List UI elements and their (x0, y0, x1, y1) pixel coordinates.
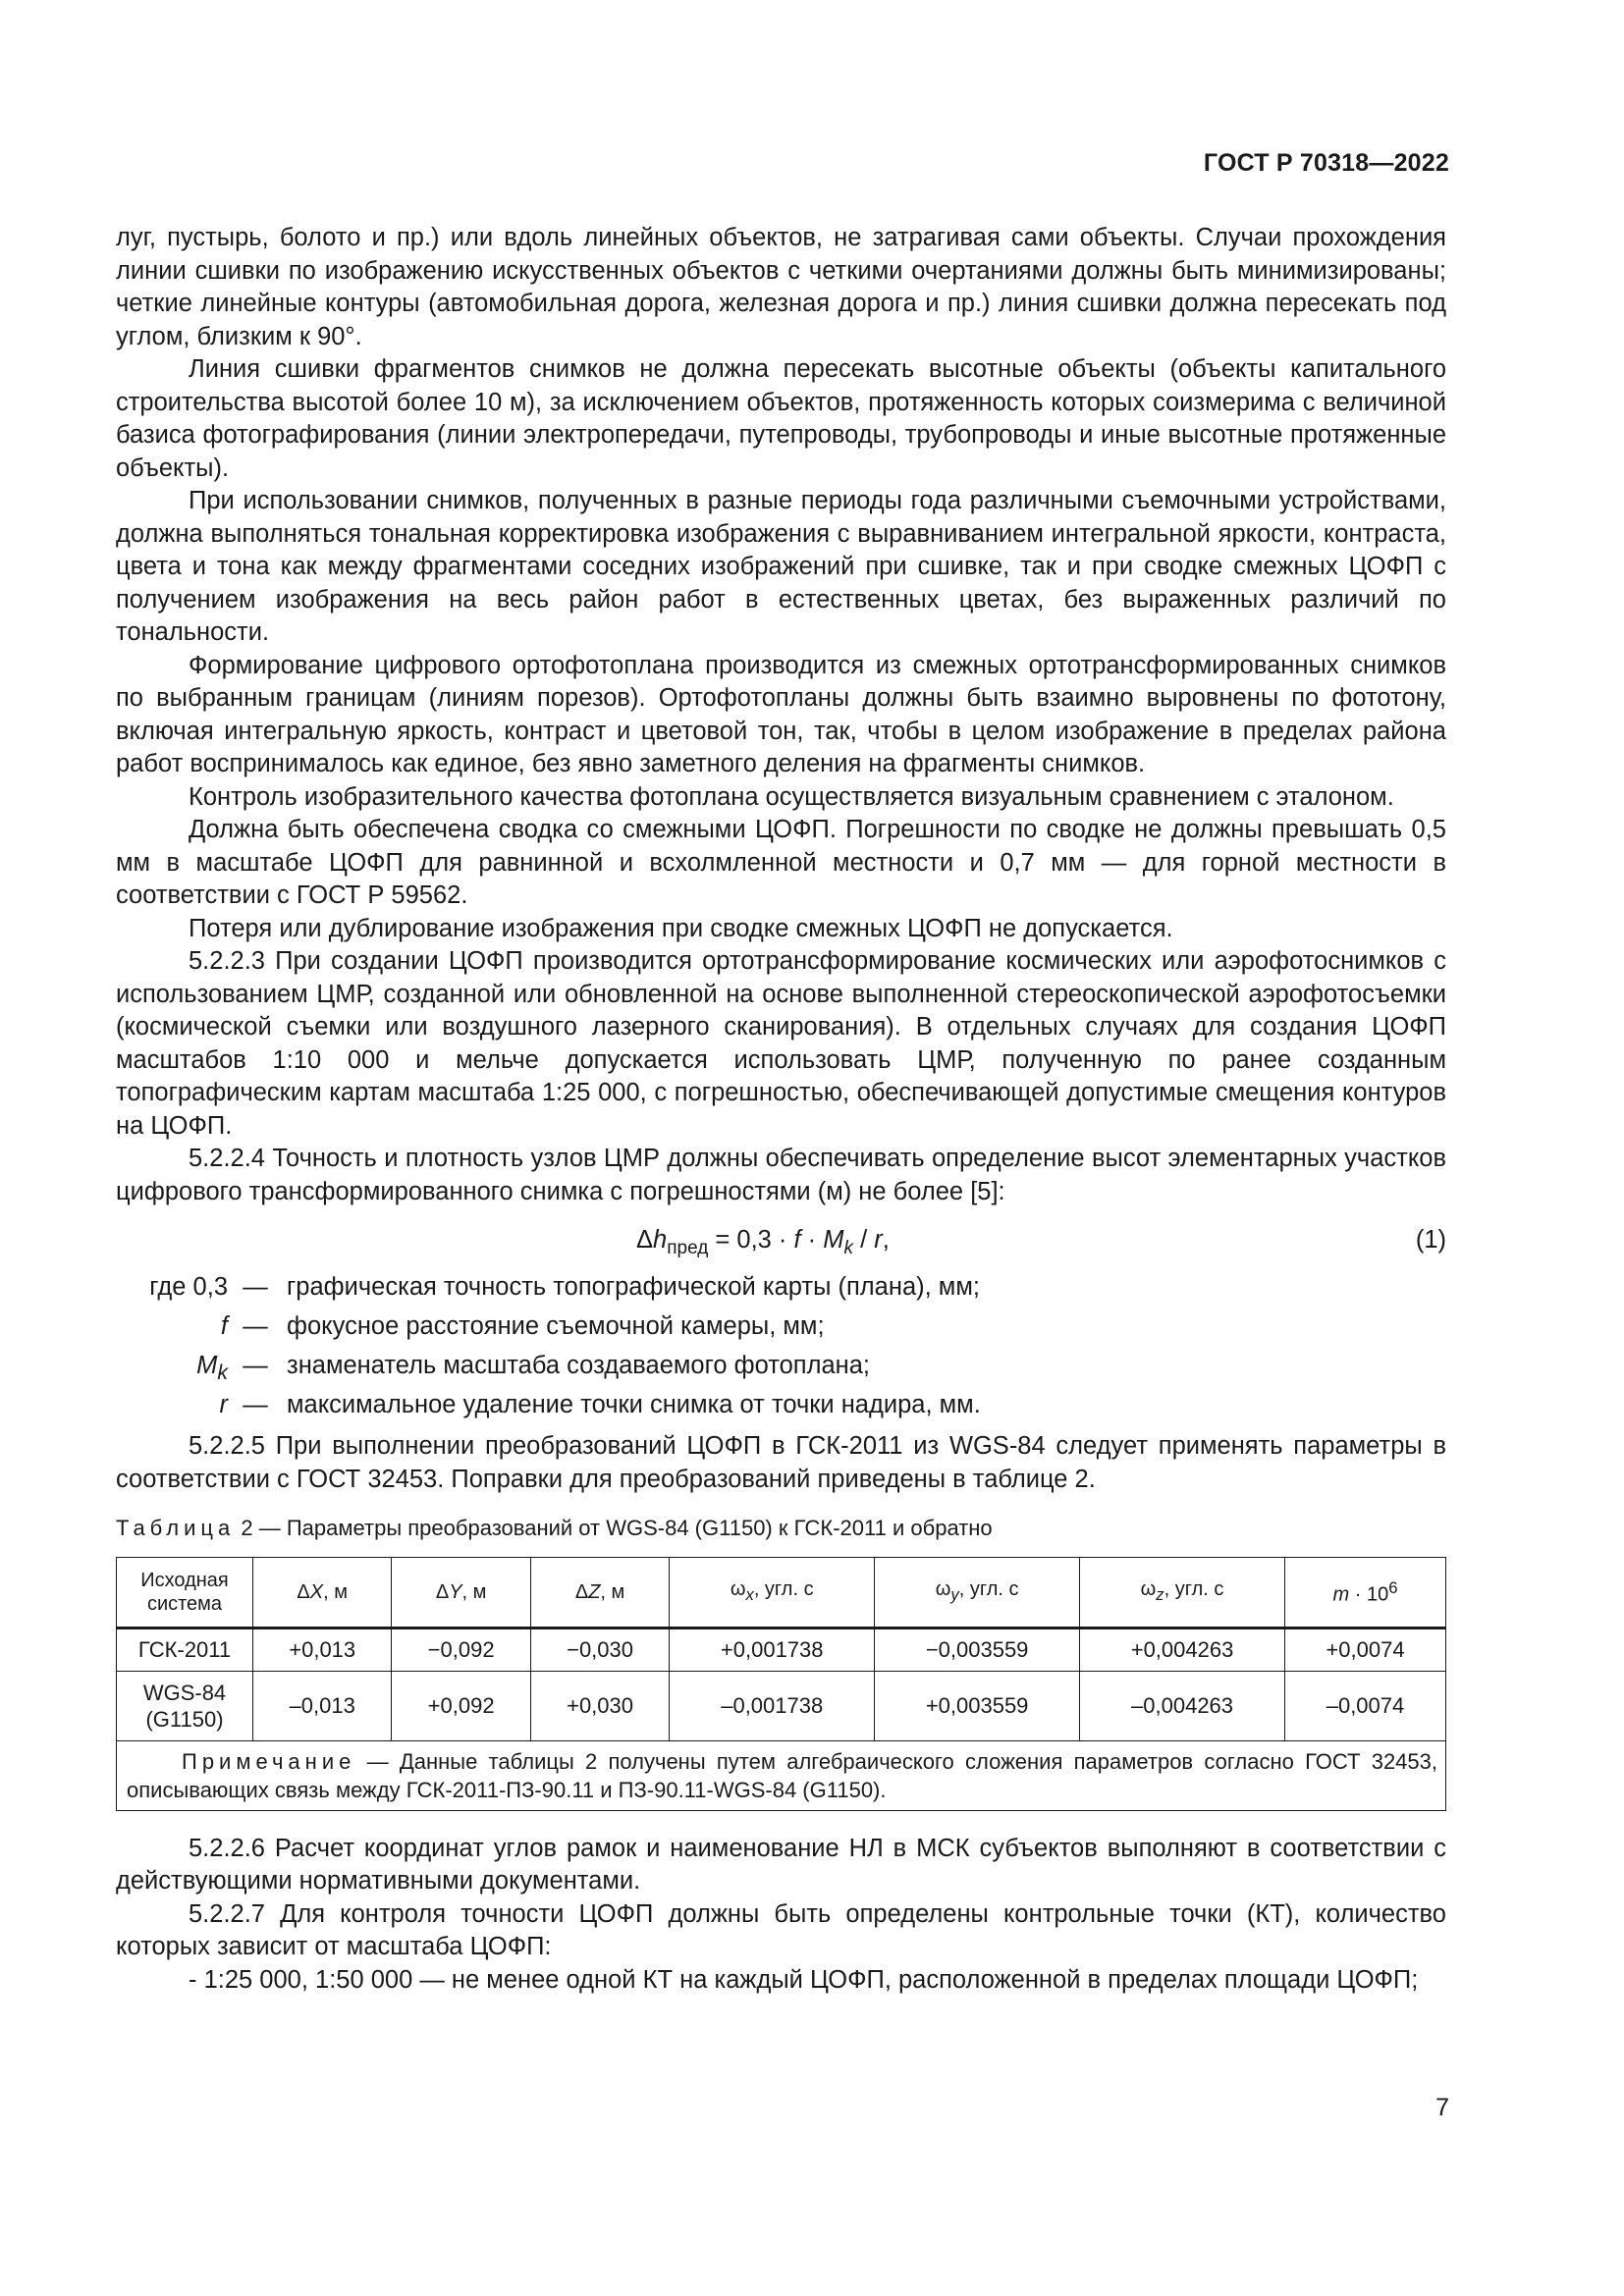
table-caption: Таблица 2 — Параметры преобразований от WGS-84 (G1150) к ГСК-2011 и обратно (116, 1516, 993, 1540)
page-number: 7 (1435, 2094, 1449, 2121)
paragraph-5-2-2-5: 5.2.2.5 При выполнении преобразований ЦОФП в ГСК-2011 из WGS-84 следует применять параметры в соответствии с ГОСТ 32453. Поправки для преобразований приведены в таблице 2. (116, 1432, 1446, 1493)
parameters-table (116, 1557, 1446, 1811)
table-cell: +0,004263 (1080, 1628, 1285, 1671)
document-header: ГОСТ Р 70318—2022 (1203, 149, 1449, 177)
definition-dash: — (243, 1352, 268, 1379)
definition-dash: — (243, 1312, 268, 1340)
table-cell: –0,013 (253, 1671, 392, 1740)
paragraph: При использовании снимков, полученных в разные периоды года различными съемочными устройствами, должна выполняться тональная корректировка изображения с выравниванием интегральной яркости, контраста, цвета и тона как между фрагментами соседних изображений при сшивке, так и при сводке смежных ЦОФП с получением изображения на весь район работ в естественных цветах, без выраженных различий по тональности. (116, 487, 1446, 646)
definition-row (116, 1350, 1446, 1389)
table-cell: ГСК-2011 (117, 1628, 253, 1671)
paragraph: Потеря или дублирование изображения при сводке смежных ЦОФП не допускается. (189, 914, 1173, 942)
formula-expression: $\Delta h_{пред} = 0,3 \cdot f \cdot M_k / r$, (636, 1226, 890, 1259)
paragraph-5-2-2-3: 5.2.2.3 При создании ЦОФП производится ортотрансформирование космических или аэрофотоснимков с использованием ЦМР, созданной или обновленной на основе выполненной стереоскопической аэрофотосъемки (космической съемки или воздушного лазерного сканирования). В отдельных случаях для создания ЦОФП масштабов 1:10 000 и мельче допускается использовать ЦМР, полученную по ранее созданным топографическим картам масштаба 1:25 000, с погрешностью, обеспечивающей допустимые смещения контуров на ЦОФП. (116, 947, 1446, 1140)
definition-text: максимальное удаление точки снимка от точки надира, мм. (287, 1391, 981, 1418)
definition-row (116, 1310, 1446, 1350)
table-cell: –0,004263 (1080, 1671, 1285, 1740)
table-cell: +0,030 (530, 1671, 669, 1740)
table-header-row (117, 1557, 1446, 1628)
table-cell: –0,0074 (1284, 1671, 1445, 1740)
table-cell: –0,001738 (670, 1671, 875, 1740)
paragraph: Формирование цифрового ортофотоплана производится из смежных ортотрансформированных снимков по выбранным границам (линиям порезов). Ортофотопланы должны быть взаимно выровнены по фототону, включая интегральную яркость, контраст и цветовой тон, так, чтобы в целом изображение в пределах района работ воспринималось как единое, без явно заметного деления на фрагменты снимков. (116, 651, 1446, 777)
paragraph: Линия сшивки фрагментов снимков не должна пересекать высотные объекты (объекты капитального строительства высотой более 10 м), за исключением объектов, протяженность которых соизмерима с величиной базиса фотографирования (линии электропередачи, путепроводы, трубопроводы и иные высотные протяженные объекты). (116, 355, 1446, 482)
definition-row (116, 1271, 1446, 1310)
table-cell: +0,013 (253, 1628, 392, 1671)
formula-number: (1) (1415, 1226, 1446, 1254)
table-note: Примечание — Данные таблицы 2 получены путем алгебраического сложения параметров согласно ГОСТ 32453, описывающих связь между ГСК-2011-ПЗ-90.11 и ПЗ-90.11-WGS-84 (G1150). (117, 1740, 1446, 1810)
definition-text: знаменатель масштаба создаваемого фотоплана; (287, 1352, 870, 1379)
definition-text: графическая точность топографической карты (плана), мм; (287, 1273, 980, 1301)
header-dz: ΔZ, м (530, 1557, 669, 1628)
definition-symbol: где 0,3 (149, 1273, 228, 1301)
document-body (116, 222, 1446, 1997)
paragraph: луг, пустырь, болото и пр.) или вдоль линейных объектов, не затрагивая сами объекты. Случаи прохождения линии сшивки по изображению искусственных объектов с четкими очертаниями должны быть минимизированы; четкие линейные контуры (автомобильная дорога, железная дорога и пр.) линия сшивки должна пересекать под углом, близким к 90°. (116, 224, 1446, 350)
table-cell: +0,003559 (875, 1671, 1080, 1740)
paragraph: Должна быть обеспечена сводка со смежными ЦОФП. Погрешности по сводке не должны превышать 0,5 мм в масштабе ЦОФП для равнинной и всхолмленной местности и 0,7 мм — для горной местности в соответствии с ГОСТ Р 59562. (116, 816, 1446, 909)
list-item: - 1:25 000, 1:50 000 — не менее одной КТ на каждый ЦОФП, расположенной в пределах площади ЦОФП; (189, 1965, 1419, 1994)
formula-definitions (116, 1271, 1446, 1428)
header-source-system: Исходная система (117, 1557, 253, 1628)
definition-symbol: r (219, 1391, 228, 1418)
header-omega-y: $\omega_y$, угл. с (875, 1557, 1080, 1628)
header-omega-x: $\omega_x$, угл. с (670, 1557, 875, 1628)
definition-dash: — (243, 1273, 268, 1301)
definition-row (116, 1389, 1446, 1428)
table-cell: +0,092 (392, 1671, 530, 1740)
paragraph-5-2-2-4: 5.2.2.4 Точность и плотность узлов ЦМР должны обеспечивать определение высот элементарных участков цифрового трансформированного снимка с погрешностями (м) не более [5]: (116, 1145, 1446, 1205)
table-row (117, 1671, 1446, 1740)
table-cell: −0,030 (530, 1628, 669, 1671)
definition-dash: — (243, 1391, 268, 1418)
table-cell: −0,092 (392, 1628, 530, 1671)
header-dx: ΔX, м (253, 1557, 392, 1628)
table-cell: WGS-84 (G1150) (117, 1671, 253, 1740)
definition-symbol: $M_k$ (196, 1352, 228, 1385)
definition-symbol: f (220, 1312, 228, 1340)
formula-1 (116, 1216, 1446, 1267)
table-row (117, 1628, 1446, 1671)
paragraph: Контроль изобразительного качества фотоплана осуществляется визуальным сравнением с эталоном. (189, 782, 1394, 811)
header-dy: ΔY, м (392, 1557, 530, 1628)
paragraph-5-2-2-7: 5.2.2.7 Для контроля точности ЦОФП должны быть определены контрольные точки (КТ), количество которых зависит от масштаба ЦОФП: (116, 1899, 1446, 1960)
definition-text: фокусное расстояние съемочной камеры, мм; (287, 1312, 825, 1340)
after-table-section (116, 1833, 1446, 1998)
table-note-row (117, 1740, 1446, 1810)
header-m: $m \cdot 10^6$ (1284, 1557, 1445, 1628)
header-omega-z: $\omega_z$, угл. с (1080, 1557, 1285, 1628)
table-cell: +0,0074 (1284, 1628, 1445, 1671)
table-cell: −0,003559 (875, 1628, 1080, 1671)
table-cell: +0,001738 (670, 1628, 875, 1671)
paragraph-5-2-2-6: 5.2.2.6 Расчет координат углов рамок и наименование НЛ в МСК субъектов выполняют в соответствии с действующими нормативными документами. (116, 1834, 1446, 1895)
